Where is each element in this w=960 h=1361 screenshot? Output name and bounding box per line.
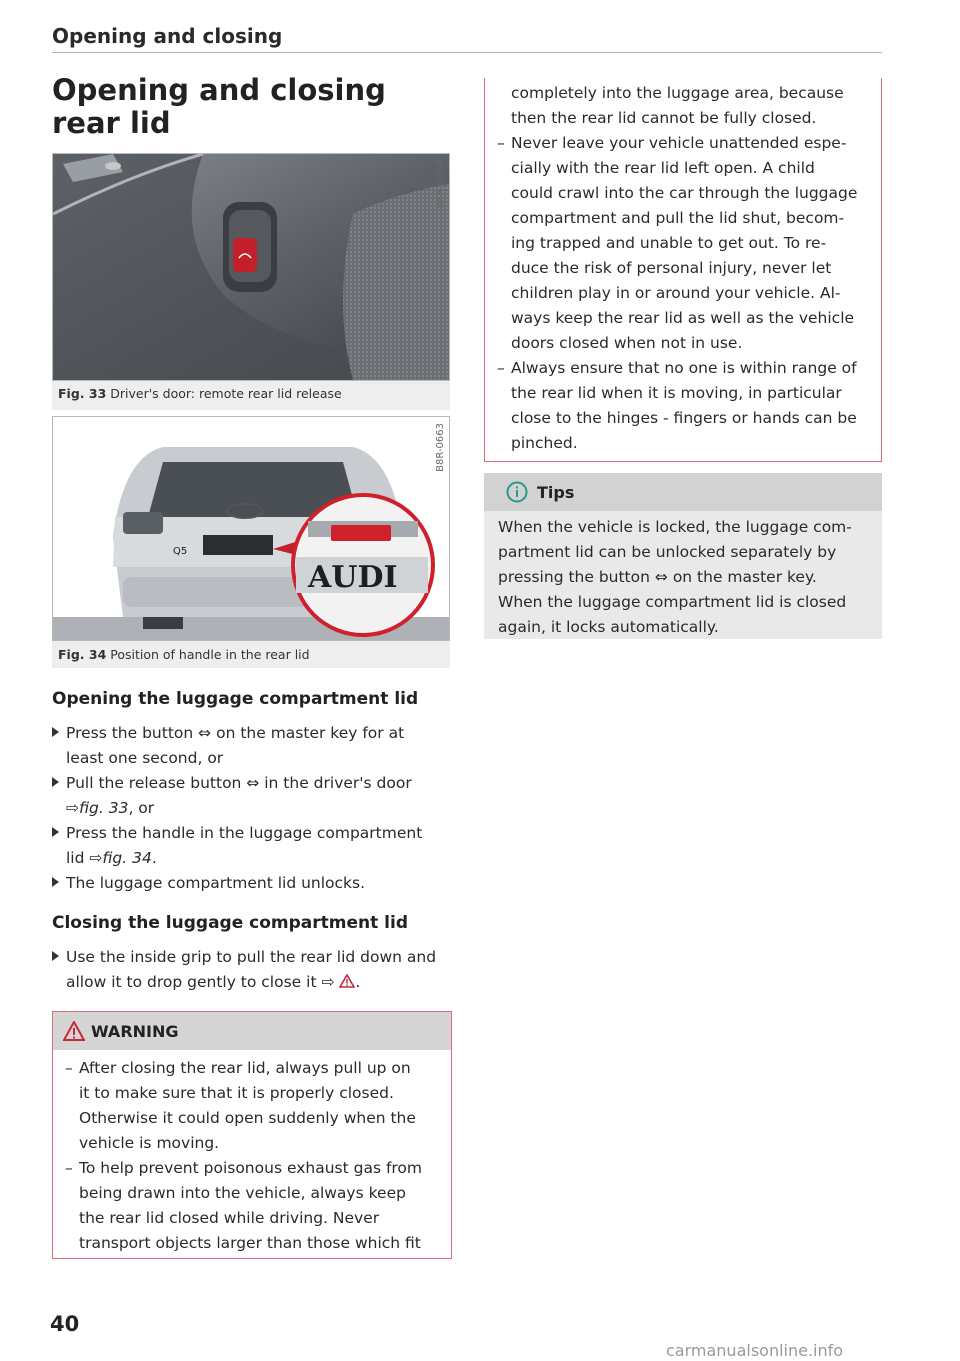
warning-body-continued (497, 81, 875, 456)
figure-reference[interactable]: fig. 33 (79, 799, 129, 817)
warning-title: WARNING (91, 1022, 179, 1041)
figure-reference[interactable]: fig. 34 (102, 849, 152, 867)
tips-box (484, 473, 882, 639)
opening-steps (52, 721, 452, 896)
warning-header (53, 1012, 451, 1050)
warning-box (52, 1011, 452, 1259)
warning-item: – To help prevent poisonous exhaust gas from being drawn into the vehicle, always keep the rear lid closed while driving. Never transport objects larger than those which fit (65, 1159, 423, 1252)
warning-item: – Never leave your vehicle unattended espe- cially with the rear lid left open. A child could crawl into the car through the luggage compartment and pull the lid shut, becom- ing trapped and unable to get out. To re- duce the risk of personal injury, never let children play in or around your vehicle. Al- ways keep the rear lid as well as the vehicle doors closed when not in use. (497, 134, 858, 352)
step-4: The luggage compartment lid unlocks. (52, 871, 452, 896)
bullet-arrow-icon (52, 951, 59, 961)
warning-icon (63, 1021, 85, 1041)
figure-34-image (52, 416, 450, 641)
key-icon: ⇔ (246, 774, 260, 792)
figure-caption-text: Position of handle in the rear lid (110, 647, 310, 662)
header-divider (52, 52, 882, 53)
figure-caption-text: Driver's door: remote rear lid release (110, 386, 342, 401)
key-icon: ⇔ (654, 568, 668, 586)
opening-heading: Opening the luggage compartment lid (52, 689, 419, 709)
reference-arrow: ⇨ (66, 799, 79, 817)
bullet-arrow-icon (52, 727, 59, 737)
figure-number: Fig. 33 (58, 386, 107, 401)
figure-33 (52, 153, 450, 410)
tips-body: When the vehicle is locked, the luggage com- partment lid can be unlocked separately by pressing the button ⇔ on the master key. When the luggage compartment lid is closed again, it locks automatically. (498, 518, 852, 636)
warning-item: – Always ensure that no one is within range of the rear lid when it is moving, in particular close to the hinges - fingers or hands can be pinched. (497, 359, 857, 452)
figure-caption (58, 386, 342, 401)
key-icon: ⇔ (198, 724, 212, 742)
warning-item-continued: completely into the luggage area, because then the rear lid cannot be fully closed. (511, 84, 844, 127)
model-badge: Q5 (173, 546, 188, 557)
step-3: Press the handle in the luggage compartment lid ⇨fig. 34. (52, 821, 452, 871)
step-1: Use the inside grip to pull the rear lid down and allow it to drop gently to close it ⇨ . (52, 945, 452, 995)
warning-box-continued (484, 78, 882, 462)
closing-steps (52, 945, 452, 995)
warning-icon (339, 974, 355, 988)
figure-number: Fig. 34 (58, 647, 107, 662)
bullet-arrow-icon (52, 777, 59, 787)
tips-header (484, 473, 882, 511)
step-1: Press the button ⇔ on the master key for at least one second, or (52, 721, 452, 771)
figure-caption (58, 647, 310, 662)
figure-34 (52, 416, 450, 668)
closing-heading: Closing the luggage compartment lid (52, 913, 408, 933)
figure-code: B8R-0663 (435, 423, 446, 472)
page-title: Opening and closing rear lid (52, 73, 386, 140)
step-2: Pull the release button ⇔ in the driver's door ⇨fig. 33, or (52, 771, 452, 821)
bullet-arrow-icon (52, 877, 59, 887)
tips-title: Tips (537, 483, 575, 502)
figure-33-image (52, 153, 450, 381)
warning-body (65, 1056, 445, 1256)
watermark: carmanualsonline.info (666, 1341, 844, 1360)
section-header: Opening and closing (52, 24, 283, 48)
figure-code: B8R-0664 (435, 160, 446, 209)
emblem-text: AUDI (308, 560, 398, 595)
info-icon (506, 481, 528, 503)
warning-item: – After closing the rear lid, always pull up on it to make sure that it is properly closed. Otherwise it could open suddenly when the vehicle is moving. (65, 1059, 416, 1152)
page-number: 40 (50, 1312, 80, 1336)
bullet-arrow-icon (52, 827, 59, 837)
